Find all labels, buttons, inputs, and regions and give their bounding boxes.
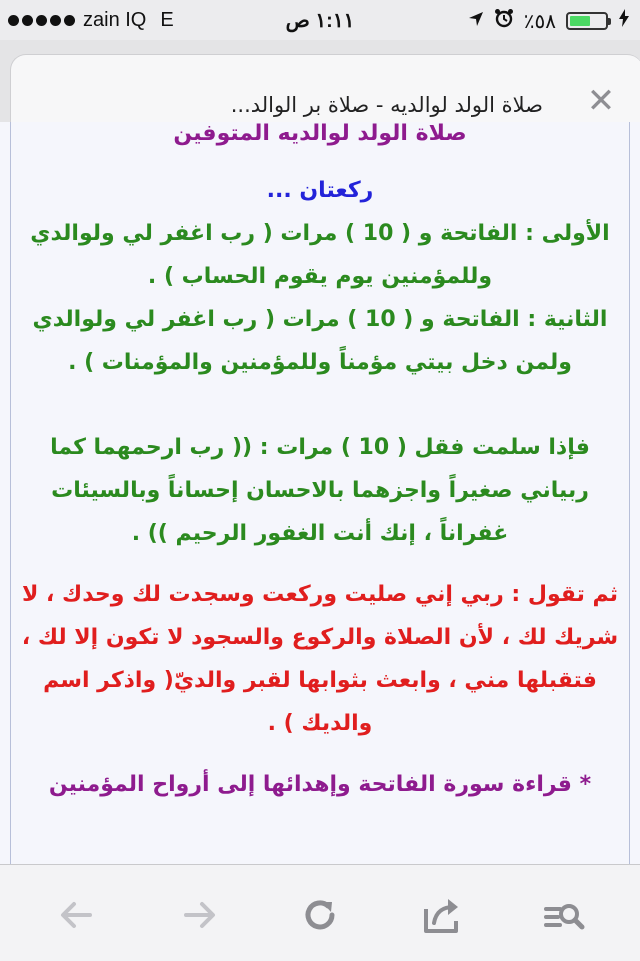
close-tab-icon[interactable]: ✕ <box>586 81 616 121</box>
battery-level-fill <box>570 16 590 26</box>
tab-title: صلاة الولد لوالديه - صلاة بر الوالد... <box>230 93 543 117</box>
reader-search-icon[interactable] <box>542 893 586 937</box>
location-arrow-icon <box>468 10 484 33</box>
second-rakah-text: الثانية : الفاتحة و ( 10 ) مرات ( رب اغفر لي ولوالدي ولمن دخل بيتي مؤمناً وللمؤمنين والمؤمنات ) . <box>32 307 608 375</box>
first-rakah-text: الأولى : الفاتحة و ( 10 ) مرات ( رب اغفر لي ولوالدي وللمؤمنين يوم يقوم الحساب ) . <box>30 221 610 289</box>
rakatan-label: ركعتان ... <box>266 178 374 203</box>
status-right-group <box>468 8 630 34</box>
alarm-clock-icon <box>494 8 514 34</box>
carrier-name: zain IQ <box>83 9 147 31</box>
browser-toolbar <box>0 864 640 961</box>
after-salam-text: فإذا سلمت فقل ( 10 ) مرات : (( رب ارحمهما كما ربياني صغيراً واجزهما بالاحسان إحساناً وبالسيئات غفراناً ، إنك أنت الغفور الرحيم )) . <box>50 435 590 546</box>
forward-arrow-icon[interactable] <box>178 893 222 937</box>
then-say-text: ثم تقول : ربي إني صليت وركعت وسجدت لك وحدك ، لا شريك لك ، لأن الصلاة والركوع والسجود لا تكون إلا لك ، فتقبلها مني ، وابعث بثوابها لقبر والديّ( واذكر اسم والديك ) . <box>21 582 619 736</box>
back-arrow-icon[interactable] <box>54 893 98 937</box>
article-body <box>14 122 626 806</box>
share-icon[interactable] <box>420 893 464 937</box>
charging-bolt-icon <box>618 9 630 33</box>
network-type: E <box>160 9 174 31</box>
web-content[interactable] <box>0 122 640 864</box>
battery-icon <box>566 12 608 30</box>
battery-percent: ٥٨٪ <box>523 10 556 33</box>
fatiha-note-text: * قراءة سورة الفاتحة وإهدائها إلى أرواح المؤمنين <box>48 772 592 797</box>
reload-icon[interactable] <box>298 893 342 937</box>
article-heading: صلاة الولد لوالديه المتوفين <box>173 122 467 146</box>
status-bar <box>0 0 640 40</box>
status-time: ١:١١ ص <box>285 10 355 32</box>
